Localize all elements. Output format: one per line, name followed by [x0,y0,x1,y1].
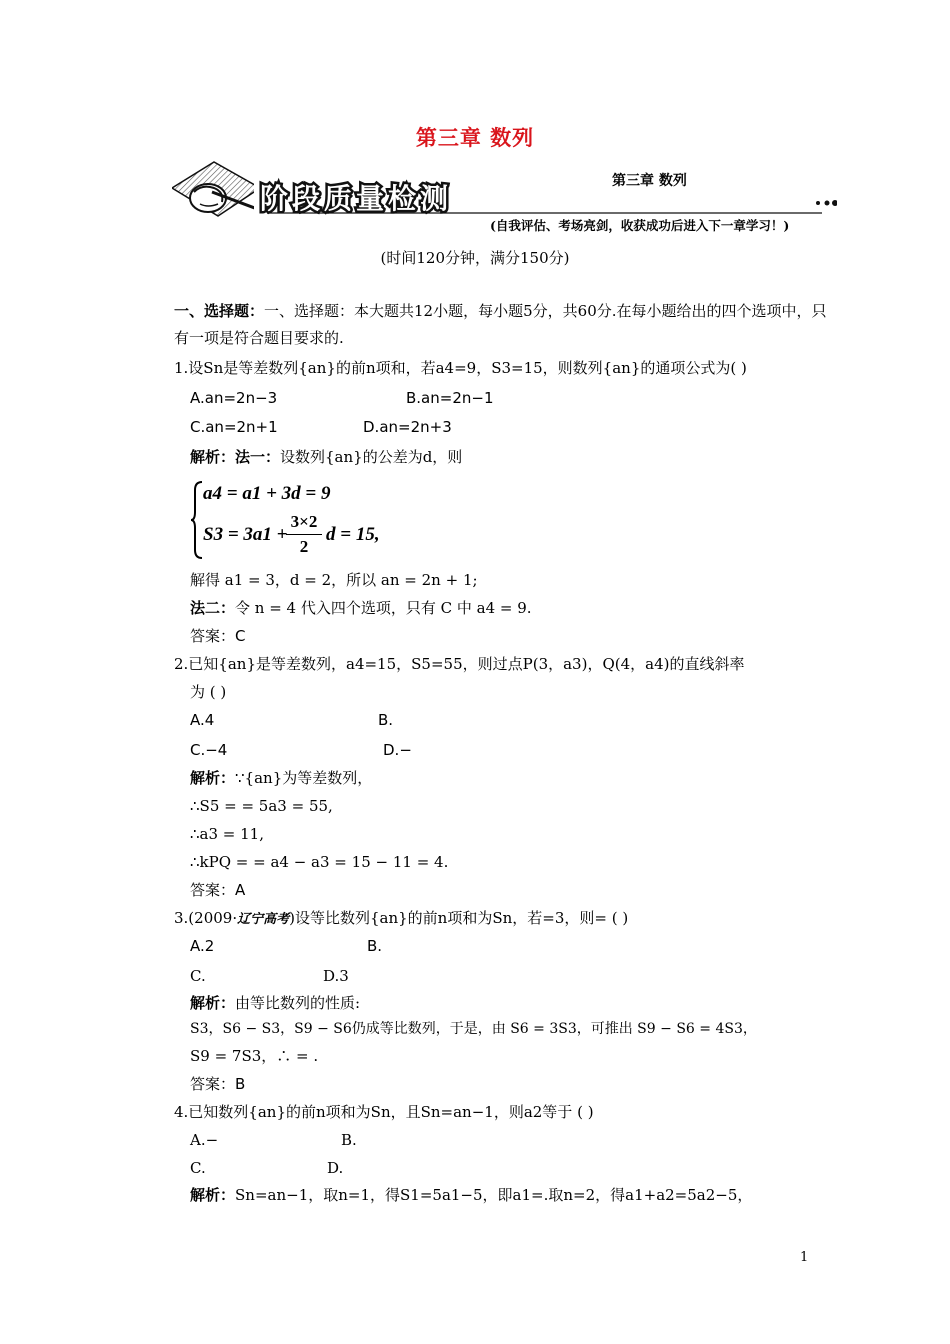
q2-option-b: B. [378,711,394,729]
solution-label: 解析： [190,1186,236,1204]
q2-option-d: D.− [383,741,412,759]
q2-solution-step2: ∴a3 = 11, [190,825,264,843]
q3-stem-post: )设等比数列{an}的前n项和为Sn，若=3，则= ( ) [289,909,629,927]
q2-stem: 2.已知{an}是等差数列，a4=15，S5=55，则过点P(3，a3)，Q(4，a4)的直线斜率 [174,655,745,673]
section-label: 一、选择题： [174,302,265,320]
q2-answer: 答案：A [190,881,246,899]
q1-solution-line2: 解得 a1 = 3，d = 2，所以 an = 2n + 1; [190,571,478,589]
page-number: 1 [800,1250,809,1265]
section-text: 一、选择题：本大题共12小题，每小题5分，共60分.在每小题给出的四个选项中，只 [264,302,827,320]
solution-text: Sn=an−1，取n=1，得S1=5a1−5，即a1=.取n=2，得a1+a2=5a2−5， [235,1186,753,1204]
fraction-numerator: 3×2 [290,512,318,531]
q2-option-a: A.4 [190,711,215,729]
solution-label: 解析： [190,769,236,787]
time-note: (时间120分钟，满分150分) [380,249,570,267]
banner-subtitle: (自我评估、考场亮剑，收获成功后进入下一章学习！) [490,218,790,233]
equation-row-2-right: d = 15, [326,524,380,545]
document-title: 第三章 数列 [415,126,535,150]
q4-option-b: B. [341,1131,357,1149]
solution-text: 设数列{an}的公差为d，则 [280,448,463,466]
q2-solution-step3: ∴kPQ = = a4 − a3 = 15 − 11 = 4. [190,853,449,871]
banner-chapter: 第三章 数列 [612,173,687,189]
fraction-denominator: 2 [299,537,309,556]
solution-label: 解析：法一： [190,448,281,466]
q1-answer: 答案：C [190,627,246,645]
q3-option-a: A.2 [190,937,215,955]
q3-solution-step2: S9 = 7S3，∴ = . [190,1047,319,1065]
q4-stem: 4.已知数列{an}的前n项和为Sn，且Sn=an−1，则a2等于 ( ) [174,1103,594,1121]
dot-decoration [816,201,820,205]
q4-option-a: A.− [190,1131,219,1149]
method2-label: 法二： [190,599,236,617]
solution-text: 由等比数列的性质: [235,994,361,1012]
q3-option-b: B. [367,937,383,955]
fraction-bar [286,534,322,535]
banner-heading: 阶段质量检测 [260,182,453,215]
q1-solution-intro [190,447,462,467]
equation-row-2-left: S3 = 3a1 + [203,524,288,545]
section-heading-line1 [174,301,827,321]
q3-source-tag: 辽宁高考 [237,912,290,927]
q2-solution-intro [190,768,372,788]
solution-label: 解析： [190,994,236,1012]
solution-text: ∵{an}为等差数列， [235,769,373,787]
q1-option-a: A.an=2n−3 [190,389,278,407]
method2-text: 令 n = 4 代入四个选项，只有 C 中 a4 = 9. [235,599,532,617]
q3-stem [174,908,628,930]
q1-option-d: D.an=2n+3 [363,418,452,436]
equation-row-1: a4 = a1 + 3d = 9 [203,483,331,504]
q1-method2 [190,598,532,618]
q4-solution-intro [190,1185,752,1205]
dot-decoration [825,201,830,206]
q4-option-c: C. [190,1159,206,1177]
q1-option-c: C.an=2n+1 [190,418,278,436]
left-brace [190,480,204,560]
q2-stem-continued: 为 ( ) [190,683,227,701]
q3-answer: 答案：B [190,1075,246,1093]
section-heading-line2: 有一项是符合题目要求的. [174,329,344,347]
q1-stem: 1.设Sn是等差数列{an}的前n项和，若a4=9，S3=15，则数列{an}的通项公式为( ) [174,359,747,377]
q4-option-d: D. [327,1159,344,1177]
dot-decoration [832,200,837,206]
q3-solution-step1: S3，S6 − S3，S9 − S6仍成等比数列，于是，由 S6 = 3S3，可推出 S9 − S6 = 4S3， [190,1021,757,1037]
q2-solution-step1: ∴S5 = = 5a3 = 55, [190,797,333,815]
q1-option-b: B.an=2n−1 [406,389,494,407]
q2-option-c: C.−4 [190,741,228,759]
q3-option-c: C. [190,967,206,985]
q3-stem-pre: 3.(2009· [174,909,238,927]
q3-option-d: D.3 [323,967,349,985]
q3-solution-intro [190,993,360,1013]
